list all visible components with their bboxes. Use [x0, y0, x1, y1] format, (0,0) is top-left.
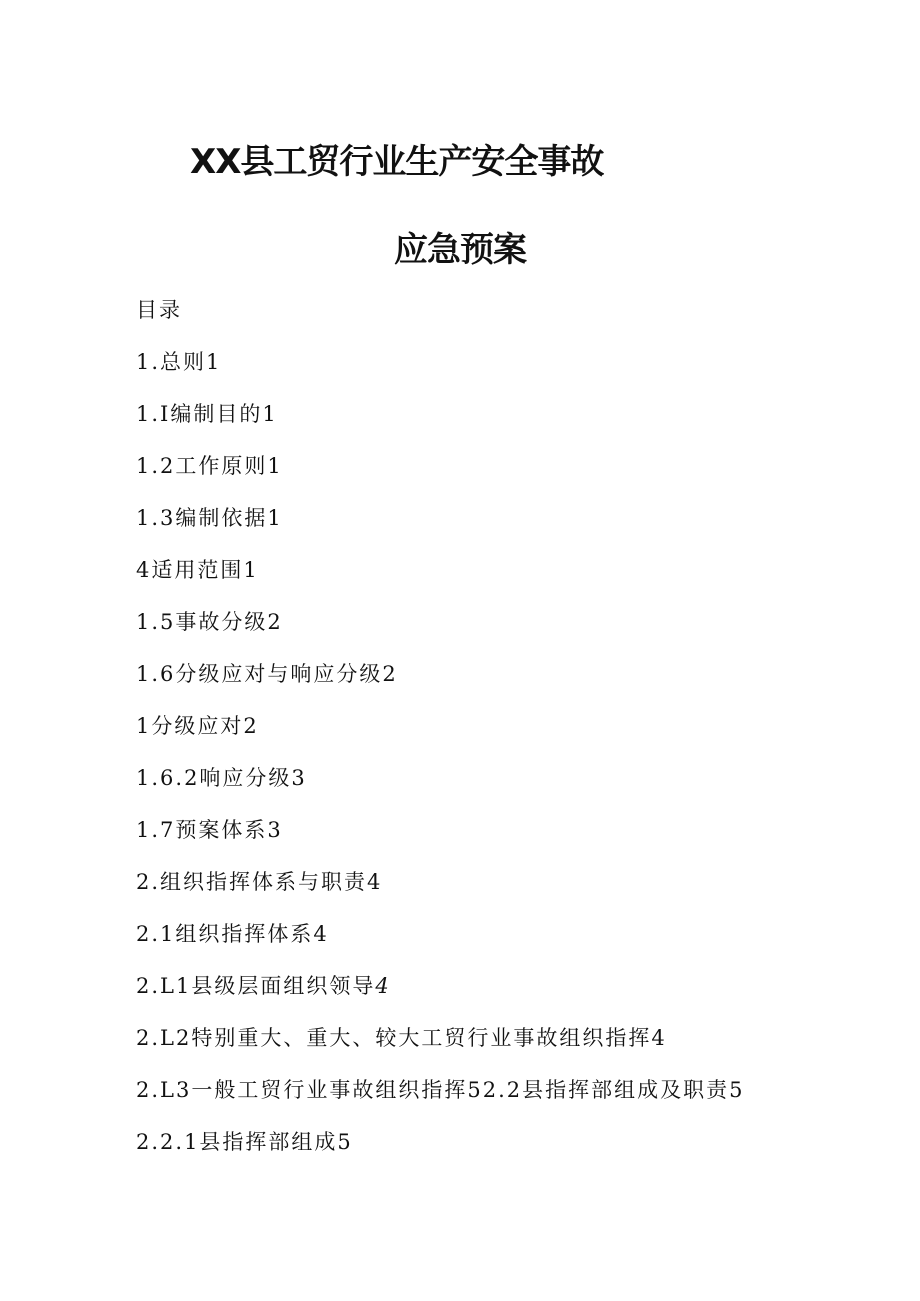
- toc-item: 1.5事故分级2: [136, 610, 283, 634]
- toc-item: 2.1组织指挥体系4: [136, 922, 329, 946]
- document-title-line2: 应急预案: [394, 230, 526, 270]
- toc-page-number: 4: [375, 974, 391, 998]
- toc-item-with-italic-page: [136, 968, 744, 1004]
- toc-item: 1分级应对2: [136, 714, 259, 738]
- toc-item: 2.组织指挥体系与职责4: [136, 870, 383, 894]
- toc-item-text: 2.L1县级层面组织领导: [136, 974, 376, 998]
- toc-item: 1.I编制目的1: [136, 402, 278, 426]
- toc-item: 1.6分级应对与响应分级2: [136, 662, 398, 686]
- toc-item: 2.L2特别重大、重大、较大工贸行业事故组织指挥4: [136, 1026, 667, 1050]
- toc-heading: 目录: [136, 298, 182, 322]
- toc-item: 1.总则1: [136, 350, 222, 374]
- toc-item: 1.2工作原则1: [136, 454, 283, 478]
- document-title-line1: XX县工贸行业生产安全事故: [190, 142, 604, 182]
- toc-item: 1.7预案体系3: [136, 818, 283, 842]
- toc-item: 4适用范围1: [136, 558, 259, 582]
- toc-item: 1.6.2响应分级3: [136, 766, 307, 790]
- toc-item: 1.3编制依据1: [136, 506, 283, 530]
- table-of-contents: [136, 292, 744, 1176]
- toc-item: 2.2.1县指挥部组成5: [136, 1130, 353, 1154]
- toc-item: 2.L3一般工贸行业事故组织指挥52.2县指挥部组成及职责5: [136, 1078, 745, 1102]
